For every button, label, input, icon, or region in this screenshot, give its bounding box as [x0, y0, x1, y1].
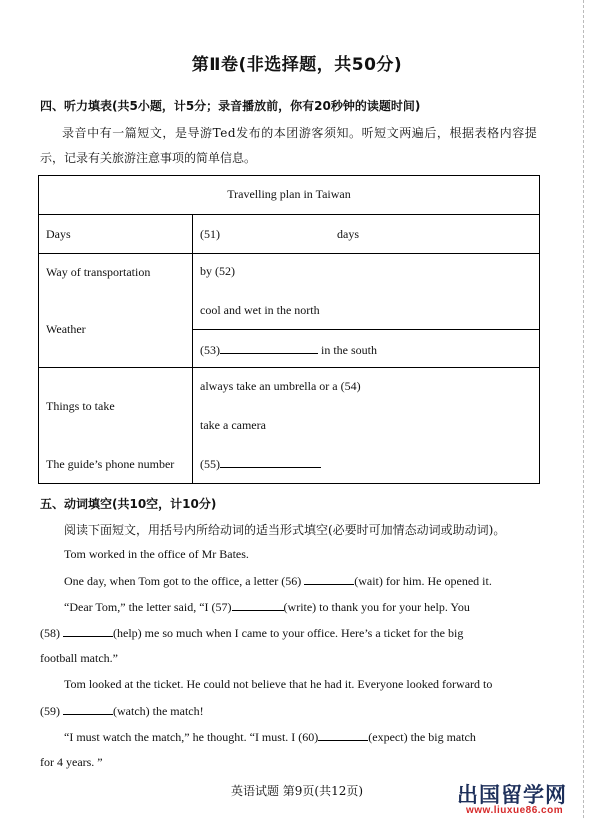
passage-line-2 [64, 573, 492, 589]
blank-57[interactable] [232, 599, 284, 611]
blank-59[interactable] [63, 703, 113, 715]
passage-line-3 [64, 599, 470, 615]
passage-line-3-start: “Dear Tom,” the letter said, “I (57) [64, 600, 232, 614]
phone-row [200, 456, 321, 472]
weather-label: Weather [46, 322, 86, 336]
passage-line-4-end: (help) me so much when I came to your office. Here’s a ticket for the big [113, 626, 464, 640]
things-item-camera: take a camera [200, 418, 266, 432]
passage-line-7 [40, 703, 204, 719]
transport-value: by (52) [200, 264, 235, 278]
section4-intro-line1: 录音中有一篇短文，是导游Ted发布的本团游客须知。听短文两遍后，根据表格内容提 [62, 126, 538, 140]
things-label: Things to take [46, 399, 115, 413]
passage-line-1: Tom worked in the office of Mr Bates. [64, 547, 249, 561]
passage-line-2-end: (wait) for him. He opened it. [354, 574, 492, 588]
blank-53-number: (53) [200, 343, 220, 357]
passage-line-7-start: (59) [40, 704, 60, 718]
passage-line-8-start: “I must watch the match,” he thought. “I must. I (60) [64, 730, 319, 744]
passage-line-8 [64, 729, 476, 745]
weather-north: cool and wet in the north [200, 303, 320, 317]
blank-55-line[interactable] [220, 456, 321, 468]
watermark-url: www.liuxue86.com [466, 805, 564, 816]
passage-line-4 [40, 625, 463, 641]
days-label: Days [46, 227, 71, 241]
passage-line-2-start: One day, when Tom got to the office, a letter (56) [64, 574, 302, 588]
table-header: Travelling plan in Taiwan [227, 187, 351, 201]
weather-south-row [200, 342, 377, 358]
passage-line-5: football match.” [40, 651, 118, 665]
page-title: 第Ⅱ卷(非选择题，共50分) [191, 55, 403, 75]
passage-line-8-end: (expect) the big match [368, 730, 476, 744]
section4-intro-line2: 示，记录有关旅游注意事项的简单信息。 [40, 151, 257, 165]
watermark-logo: 出国留学网 [457, 783, 567, 807]
weather-south-text: in the south [321, 343, 377, 357]
things-item-umbrella: always take an umbrella or a (54) [200, 379, 361, 393]
blank-53-line[interactable] [220, 342, 318, 354]
transport-label: Way of transportation [46, 265, 151, 279]
section4-heading: 四、听力填表(共5小题，计5分；录音播放前，你有20秒钟的读题时间) [40, 99, 421, 113]
passage-line-9: for 4 years. ” [40, 755, 103, 769]
blank-58[interactable] [63, 625, 113, 637]
passage-line-4-start: (58) [40, 626, 60, 640]
blank-55-number: (55) [200, 457, 220, 471]
blank-56[interactable] [304, 573, 354, 585]
page-footer: 英语试题 第9页(共12页) [230, 784, 364, 798]
section5-instruction: 阅读下面短文，用括号内所给动词的适当形式填空(必要时可加情态动词或助动词)。 [64, 523, 506, 537]
passage-line-3-end: (write) to thank you for your help. You [283, 600, 470, 614]
blank-60[interactable] [318, 729, 368, 741]
days-unit: days [337, 227, 359, 241]
blank-51-number: (51) [200, 227, 220, 241]
phone-label: The guide’s phone number [46, 457, 175, 471]
passage-line-6: Tom looked at the ticket. He could not believe that he had it. Everyone looked forward to [64, 677, 493, 691]
page-edge [583, 0, 584, 818]
passage-line-7-end: (watch) the match! [113, 704, 204, 718]
section5-heading: 五、动词填空(共10空，计10分) [40, 497, 217, 511]
